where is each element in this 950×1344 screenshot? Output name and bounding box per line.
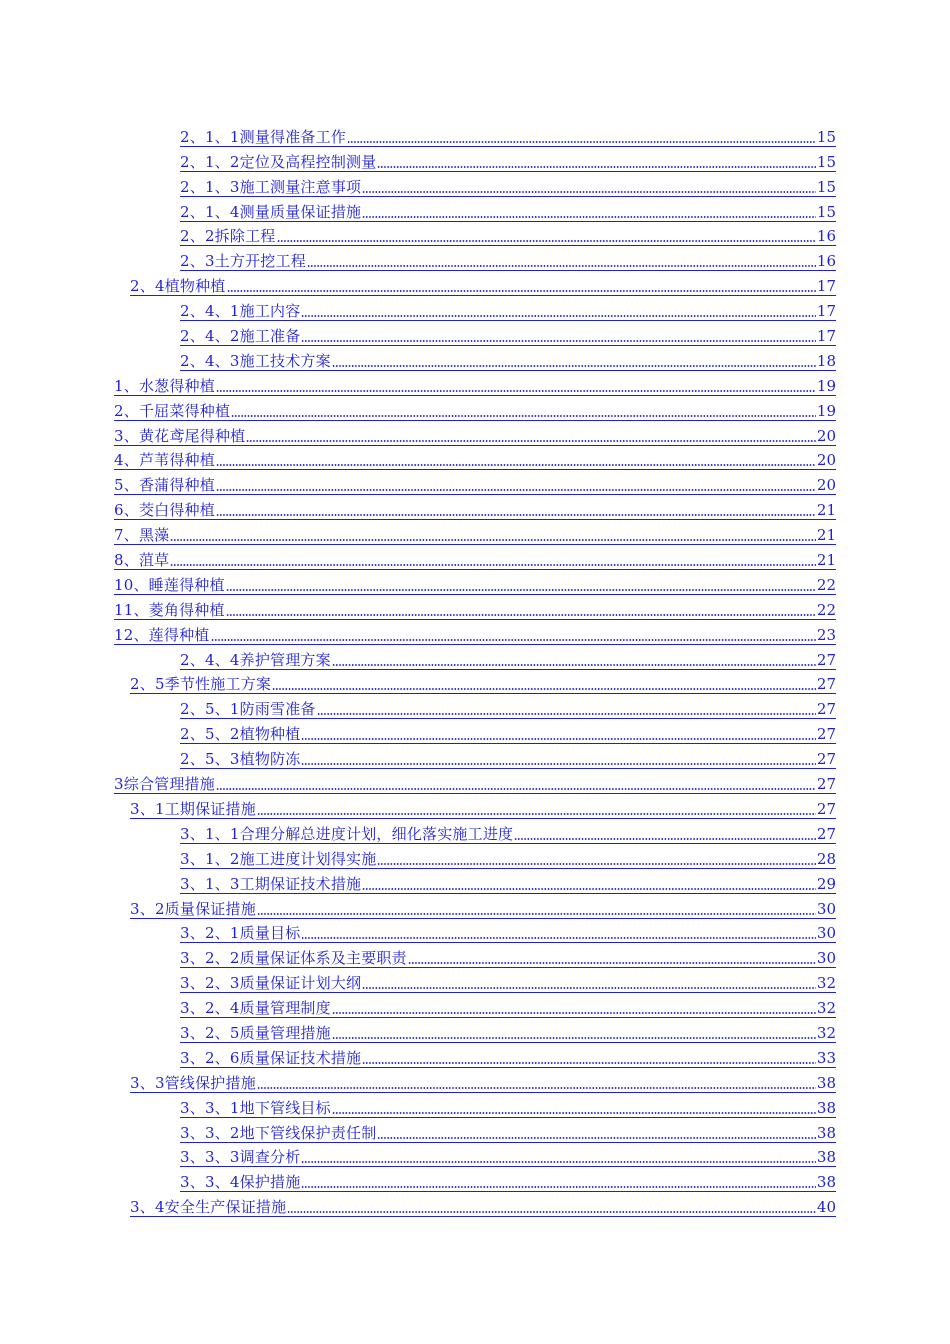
toc-link[interactable]	[180, 999, 836, 1018]
toc-page-number: 27	[816, 650, 836, 669]
toc-entry[interactable]	[180, 1095, 836, 1120]
dot-leader	[257, 812, 816, 816]
toc-entry-title: 12、莲得种植	[114, 625, 210, 644]
dot-leader	[216, 787, 816, 791]
toc-link[interactable]	[114, 476, 836, 495]
toc-entry[interactable]	[114, 572, 836, 597]
dot-leader	[317, 712, 816, 716]
dot-leader	[332, 663, 816, 667]
dot-leader	[377, 862, 815, 866]
toc-link[interactable]	[180, 227, 836, 246]
toc-page-number: 27	[816, 700, 836, 719]
toc-page-number: 15	[816, 127, 836, 146]
toc-page-number: 32	[816, 974, 836, 993]
toc-entry-title: 3、3、1地下管线目标	[180, 1098, 331, 1117]
toc-entry[interactable]	[114, 547, 836, 572]
toc-entry-title: 3、2质量保证措施	[130, 899, 256, 918]
toc-entry-title: 4、芦苇得种植	[114, 451, 215, 470]
toc-entry[interactable]	[114, 622, 836, 647]
toc-link[interactable]	[114, 451, 836, 470]
toc-entry-title: 2、千屈菜得种植	[114, 401, 231, 420]
dot-leader	[301, 936, 815, 940]
toc-link[interactable]	[180, 1173, 836, 1192]
toc-page-number: 40	[816, 1198, 836, 1217]
toc-entry[interactable]	[114, 497, 836, 522]
toc-entry[interactable]	[180, 224, 836, 249]
dot-leader	[347, 140, 816, 144]
toc-page-number: 18	[816, 351, 836, 370]
toc-link[interactable]	[180, 750, 836, 769]
dot-leader	[216, 463, 816, 467]
toc-page-number: 38	[816, 1098, 836, 1117]
toc-link[interactable]	[180, 252, 836, 271]
toc-entry[interactable]	[180, 348, 836, 373]
toc-page-number: 27	[816, 750, 836, 769]
toc-link[interactable]	[130, 900, 836, 919]
dot-leader	[362, 215, 816, 219]
toc-link[interactable]	[180, 825, 836, 844]
toc-entry[interactable]	[114, 448, 836, 473]
toc-entry-title: 3、1、1合理分解总进度计划，细化落实施工进度	[180, 824, 514, 843]
toc-entry[interactable]	[180, 871, 836, 896]
toc-entry-title: 3、3、2地下管线保护责任制	[180, 1123, 377, 1142]
toc-link[interactable]	[114, 427, 836, 446]
toc-page-number: 15	[816, 152, 836, 171]
dot-leader	[408, 961, 816, 965]
toc-link[interactable]	[180, 1099, 836, 1118]
toc-link[interactable]	[180, 153, 836, 172]
dot-leader	[170, 538, 816, 542]
toc-page-number: 27	[816, 775, 836, 794]
toc-entry-title: 3、4安全生产保证措施	[130, 1198, 287, 1217]
dot-leader	[301, 1185, 815, 1189]
toc-entry-title: 3、1、3工期保证技术措施	[180, 874, 362, 893]
dot-leader	[362, 887, 816, 891]
dot-leader	[377, 1136, 815, 1140]
toc-page-number: 27	[816, 675, 836, 694]
toc-link[interactable]	[114, 576, 836, 595]
toc-link[interactable]	[130, 800, 836, 819]
toc-entry-title: 3、1工期保证措施	[130, 799, 256, 818]
toc-entry[interactable]	[180, 1020, 836, 1045]
toc-page-number: 19	[816, 401, 836, 420]
dot-leader	[301, 737, 815, 741]
toc-entry[interactable]	[180, 921, 836, 946]
toc-link[interactable]	[180, 949, 836, 968]
dot-leader	[227, 289, 816, 293]
toc-entry-title: 2、5季节性施工方案	[130, 675, 272, 694]
toc-entry-title: 5、香蒲得种植	[114, 476, 215, 495]
toc-link[interactable]	[130, 277, 836, 296]
dot-leader	[332, 1036, 816, 1040]
toc-entry[interactable]	[180, 746, 836, 771]
toc-link[interactable]	[114, 377, 836, 396]
toc-entry-title: 3、黄花鸢尾得种植	[114, 426, 246, 445]
dot-leader	[301, 762, 815, 766]
toc-entry[interactable]	[114, 398, 836, 423]
toc-entry[interactable]	[180, 174, 836, 199]
toc-page-number: 28	[816, 849, 836, 868]
toc-entry[interactable]	[180, 945, 836, 970]
toc-entry-title: 2、4植物种植	[130, 277, 226, 296]
toc-entry-title: 3、2、6质量保证技术措施	[180, 1048, 362, 1067]
dot-leader	[216, 389, 816, 393]
table-of-contents	[0, 124, 950, 1219]
toc-page-number: 15	[816, 177, 836, 196]
dot-leader	[226, 613, 816, 617]
toc-page-number: 21	[816, 501, 836, 520]
toc-link[interactable]	[180, 850, 836, 869]
toc-link[interactable]	[130, 1198, 836, 1217]
toc-entry[interactable]	[180, 1120, 836, 1145]
toc-entry[interactable]	[180, 298, 836, 323]
toc-entry[interactable]	[114, 597, 836, 622]
toc-page-number: 32	[816, 999, 836, 1018]
toc-link[interactable]	[180, 327, 836, 346]
toc-link[interactable]	[130, 675, 836, 694]
toc-entry-title: 2、4、3施工技术方案	[180, 351, 331, 370]
toc-entry-title: 3、3管线保护措施	[130, 1073, 256, 1092]
toc-link[interactable]	[180, 1049, 836, 1068]
toc-link[interactable]	[114, 501, 836, 520]
dot-leader	[362, 986, 816, 990]
dot-leader	[362, 1061, 816, 1065]
toc-entry[interactable]	[114, 423, 836, 448]
dot-leader	[301, 314, 815, 318]
toc-page-number: 22	[816, 600, 836, 619]
toc-link[interactable]	[114, 551, 836, 570]
toc-link[interactable]	[180, 1024, 836, 1043]
toc-page-number: 20	[816, 451, 836, 470]
toc-entry-title: 3、2、2质量保证体系及主要职责	[180, 949, 407, 968]
dot-leader	[272, 687, 816, 691]
toc-entry-title: 2、5、3植物防冻	[180, 750, 301, 769]
toc-entry-title: 3、2、3质量保证计划大纲	[180, 974, 362, 993]
toc-entry-title: 8、菹草	[114, 551, 170, 570]
toc-page-number: 22	[816, 575, 836, 594]
toc-page-number: 38	[816, 1123, 836, 1142]
toc-link[interactable]	[114, 775, 836, 794]
toc-entry-title: 2、1、3施工测量注意事项	[180, 177, 362, 196]
toc-entry-title: 7、黑藻	[114, 526, 170, 545]
toc-entry[interactable]	[180, 124, 836, 149]
dot-leader	[301, 1160, 815, 1164]
toc-page-number: 27	[816, 799, 836, 818]
toc-entry-title: 2、1、4测量质量保证措施	[180, 202, 362, 221]
toc-entry-title: 2、3土方开挖工程	[180, 252, 306, 271]
toc-page-number: 16	[816, 252, 836, 271]
toc-page-number: 38	[816, 1148, 836, 1167]
toc-entry[interactable]	[130, 896, 836, 921]
toc-entry-title: 3、2、1质量目标	[180, 924, 301, 943]
toc-entry[interactable]	[180, 1045, 836, 1070]
toc-entry[interactable]	[180, 323, 836, 348]
toc-entry-title: 2、5、1防雨雪准备	[180, 700, 316, 719]
dot-leader	[257, 912, 816, 916]
toc-entry[interactable]	[130, 672, 836, 697]
dot-leader	[514, 837, 816, 841]
toc-entry[interactable]	[180, 647, 836, 672]
toc-link[interactable]	[180, 352, 836, 371]
dot-leader	[231, 414, 816, 418]
toc-entry[interactable]	[180, 199, 836, 224]
toc-page-number: 27	[816, 824, 836, 843]
toc-link[interactable]	[114, 626, 836, 645]
toc-page-number: 20	[816, 426, 836, 445]
toc-page-number: 38	[816, 1173, 836, 1192]
toc-entry-title: 2、4、4养护管理方案	[180, 650, 331, 669]
toc-entry[interactable]	[130, 273, 836, 298]
toc-entry[interactable]	[130, 1194, 836, 1219]
toc-entry-title: 3综合管理措施	[114, 775, 215, 794]
toc-page-number: 21	[816, 526, 836, 545]
toc-entry[interactable]	[130, 1070, 836, 1095]
dot-leader	[170, 563, 816, 567]
toc-entry-title: 2、2拆除工程	[180, 227, 276, 246]
dot-leader	[211, 638, 816, 642]
toc-entry-title: 2、5、2植物种植	[180, 725, 301, 744]
toc-link[interactable]	[180, 651, 836, 670]
toc-entry[interactable]	[114, 373, 836, 398]
dot-leader	[216, 488, 816, 492]
toc-entry-title: 10、睡莲得种植	[114, 575, 225, 594]
toc-entry-title: 1、水葱得种植	[114, 376, 215, 395]
toc-link[interactable]	[130, 1074, 836, 1093]
toc-page-number: 30	[816, 924, 836, 943]
dot-leader	[332, 1011, 816, 1015]
dot-leader	[301, 339, 815, 343]
toc-entry[interactable]	[180, 149, 836, 174]
dot-leader	[307, 264, 816, 268]
dot-leader	[246, 439, 816, 443]
toc-link[interactable]	[114, 601, 836, 620]
toc-entry-title: 3、3、4保护措施	[180, 1173, 301, 1192]
toc-page-number: 19	[816, 376, 836, 395]
toc-entry[interactable]	[114, 771, 836, 796]
toc-page-number: 17	[816, 302, 836, 321]
dot-leader	[287, 1210, 816, 1214]
toc-page-number: 30	[816, 899, 836, 918]
toc-link[interactable]	[114, 402, 836, 421]
toc-link[interactable]	[180, 203, 836, 222]
toc-entry-title: 6、茭白得种植	[114, 501, 215, 520]
dot-leader	[216, 513, 816, 517]
dot-leader	[332, 1111, 816, 1115]
toc-page-number: 33	[816, 1048, 836, 1067]
toc-entry-title: 3、1、2施工进度计划得实施	[180, 849, 377, 868]
toc-page-number: 29	[816, 874, 836, 893]
toc-link[interactable]	[180, 700, 836, 719]
toc-entry-title: 2、1、1测量得准备工作	[180, 127, 347, 146]
toc-page-number: 20	[816, 476, 836, 495]
toc-entry[interactable]	[114, 522, 836, 547]
toc-link[interactable]	[180, 1124, 836, 1143]
toc-link[interactable]	[180, 302, 836, 321]
toc-link[interactable]	[114, 526, 836, 545]
toc-link[interactable]	[180, 1148, 836, 1167]
toc-link[interactable]	[180, 128, 836, 147]
toc-link[interactable]	[180, 178, 836, 197]
toc-entry[interactable]	[114, 472, 836, 497]
toc-entry[interactable]	[180, 248, 836, 273]
dot-leader	[257, 1086, 816, 1090]
toc-entry[interactable]	[180, 846, 836, 871]
dot-leader	[332, 364, 816, 368]
toc-link[interactable]	[180, 974, 836, 993]
dot-leader	[362, 190, 816, 194]
toc-entry[interactable]	[130, 796, 836, 821]
toc-entry-title: 2、4、1施工内容	[180, 302, 301, 321]
toc-page-number: 23	[816, 625, 836, 644]
toc-page-number: 38	[816, 1073, 836, 1092]
toc-entry-title: 3、2、5质量管理措施	[180, 1023, 331, 1042]
toc-page-number: 27	[816, 725, 836, 744]
toc-link[interactable]	[180, 924, 836, 943]
toc-entry-title: 2、4、2施工准备	[180, 327, 301, 346]
toc-link[interactable]	[180, 725, 836, 744]
toc-entry[interactable]	[180, 721, 836, 746]
dot-leader	[226, 588, 816, 592]
dot-leader	[277, 239, 816, 243]
toc-page-number: 16	[816, 227, 836, 246]
toc-entry[interactable]	[180, 1169, 836, 1194]
toc-entry-title: 11、菱角得种植	[114, 600, 225, 619]
toc-page-number: 17	[816, 277, 836, 296]
toc-page-number: 30	[816, 949, 836, 968]
toc-link[interactable]	[180, 875, 836, 894]
dot-leader	[377, 165, 815, 169]
toc-entry-title: 3、3、3调查分析	[180, 1148, 301, 1167]
toc-entry[interactable]	[180, 1145, 836, 1170]
toc-entry[interactable]	[180, 696, 836, 721]
toc-entry[interactable]	[180, 821, 836, 846]
toc-page-number: 32	[816, 1023, 836, 1042]
toc-page-number: 21	[816, 551, 836, 570]
toc-entry-title: 3、2、4质量管理制度	[180, 999, 331, 1018]
toc-page-number: 15	[816, 202, 836, 221]
toc-entry[interactable]	[180, 995, 836, 1020]
toc-entry-title: 2、1、2定位及高程控制测量	[180, 152, 377, 171]
toc-entry[interactable]	[180, 970, 836, 995]
toc-page-number: 17	[816, 327, 836, 346]
